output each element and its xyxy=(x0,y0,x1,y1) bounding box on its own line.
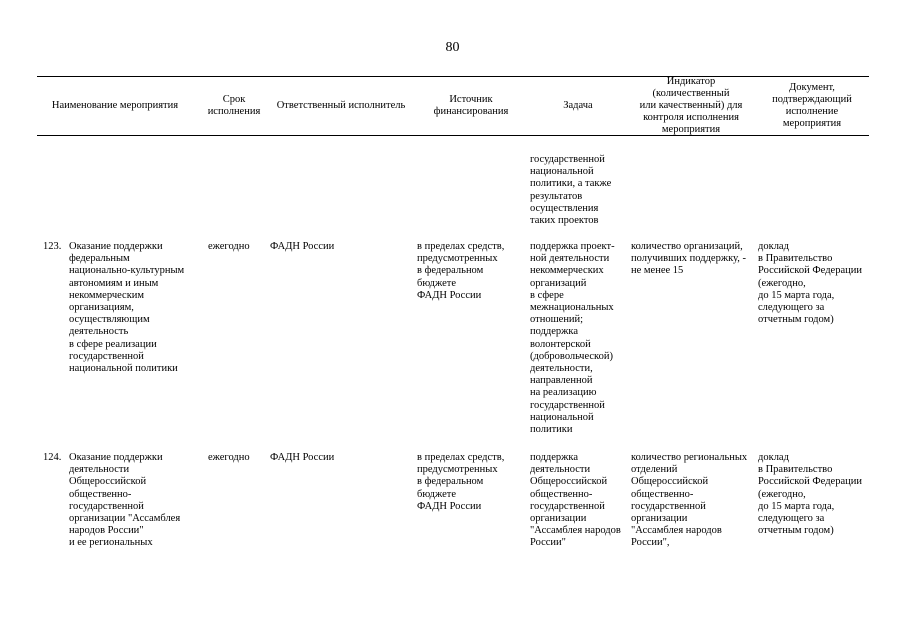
table-header-bottom-rule xyxy=(37,135,869,136)
header-document: Документ, подтверждающий исполнение мероприятия xyxy=(772,81,852,129)
row-task: поддержка проект- ной деятельности некоммерческих организаций в сфере межнациональных отношений; поддержка волонтерской (добровольческой) деятельности, направленной на реализацию государственной национальной политики xyxy=(530,241,615,436)
row-financing: в пределах средств, предусмотренных в федеральном бюджете ФАДН России xyxy=(417,452,505,512)
header-executor: Ответственный исполнитель xyxy=(276,99,406,111)
row-name: Оказание поддержки федеральным национально-культурным автономиям и иным некоммерческим организациям, осуществляющим деятельность в сфере реализации государственной национальной политики xyxy=(69,241,185,375)
header-name: Наименование мероприятия xyxy=(51,99,179,111)
row-financing: в пределах средств, предусмотренных в федеральном бюджете ФАДН России xyxy=(417,241,505,301)
continuation-task: государственной национальной политики, а также результатов осуществления таких проектов xyxy=(530,154,612,227)
row-document: доклад в Правительство Российской Федерации (ежегодно, до 15 марта года, следующего за отчетным годом) xyxy=(758,241,862,326)
header-task: Задача xyxy=(563,99,593,111)
row-number: 123. xyxy=(43,241,62,252)
row-document: доклад в Правительство Российской Федерации (ежегодно, до 15 марта года, следующего за отчетным годом) xyxy=(758,452,862,537)
page-number: 80 xyxy=(445,40,460,55)
header-indicator: Индикатор (количественный или качественный) для контроля исполнения мероприятия xyxy=(639,75,743,135)
row-executor: ФАДН России xyxy=(270,241,335,252)
row-indicator: количество организаций, получивших поддержку, - не менее 15 xyxy=(631,241,746,277)
row-executor: ФАДН России xyxy=(270,452,335,463)
row-term: ежегодно xyxy=(208,452,250,463)
row-term: ежегодно xyxy=(208,241,250,252)
row-task: поддержка деятельности Общероссийской общественно- государственной организации "Ассамблея народов России" xyxy=(530,452,621,549)
row-number: 124. xyxy=(43,452,62,463)
row-name: Оказание поддержки деятельности Общероссийской общественно- государственной организации "Ассамблея народов России" и ее региональных xyxy=(69,452,181,549)
row-indicator: количество региональных отделений Общероссийской общественно- государственной организации "Ассамблея народов России", xyxy=(631,452,748,549)
header-term: Срок исполнения xyxy=(207,93,261,117)
header-financing: Источник финансирования xyxy=(433,93,509,117)
